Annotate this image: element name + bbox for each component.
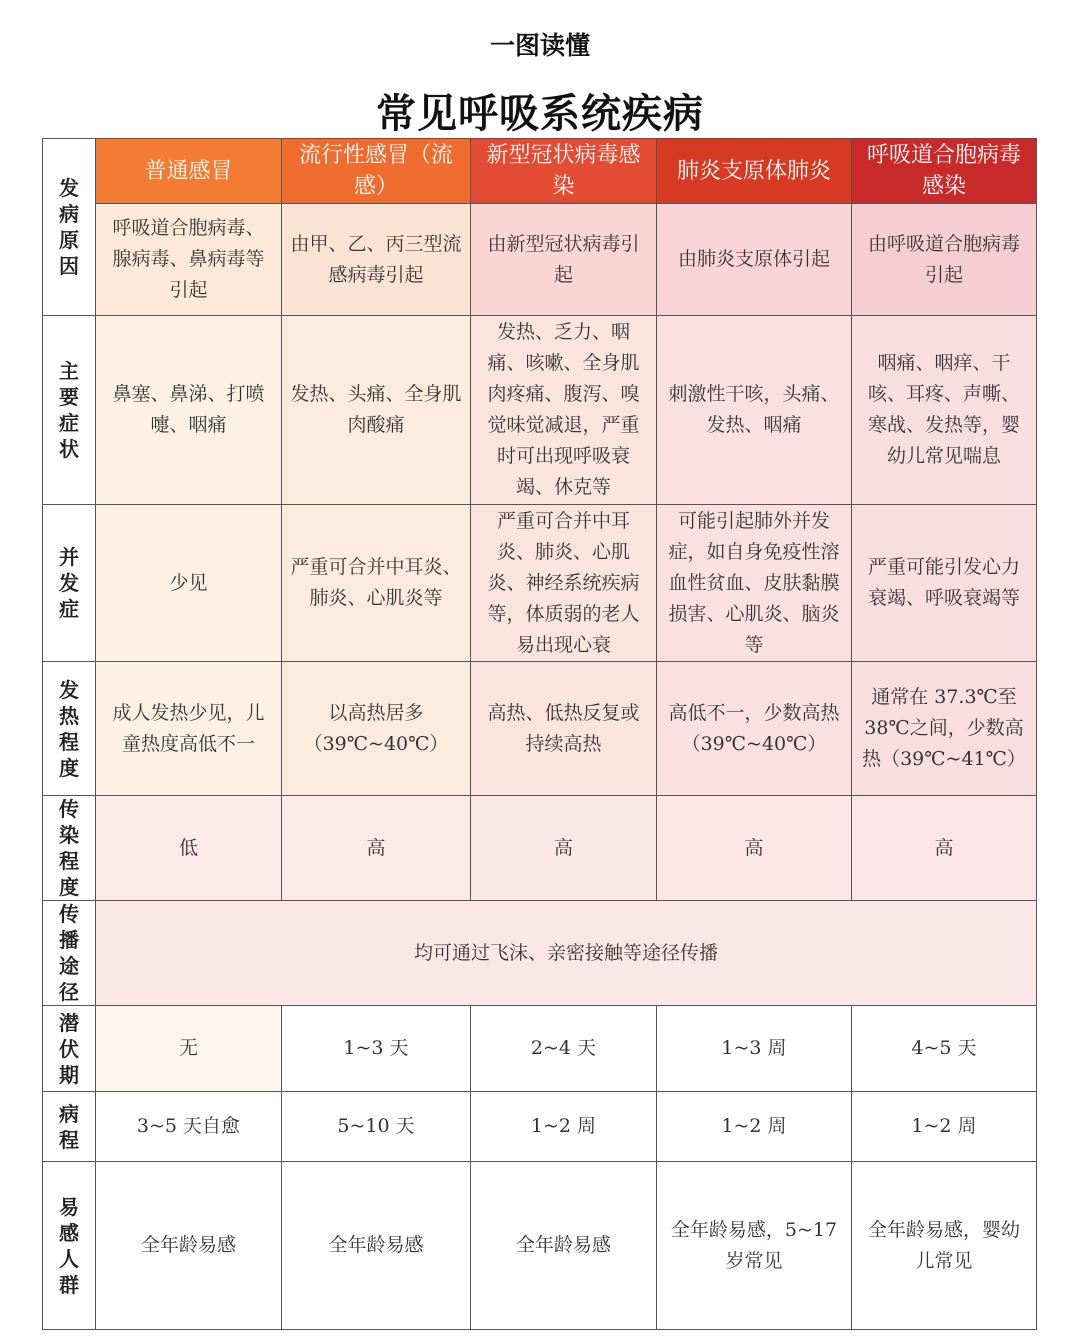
row-transmission [43,901,1037,1006]
row-fever [43,662,1037,796]
table-cell: 严重可合并中耳炎、肺炎、心肌炎等 [282,505,471,662]
row-label-course: 病程 [43,1092,96,1162]
subtitle: 一图读懂 [489,31,590,60]
page-title: 常见呼吸系统疾病 [376,91,704,137]
table-cell: 刺激性干咳，头痛、发热、咽痛 [657,316,852,505]
table-cell: 全年龄易感 [282,1162,471,1330]
row-label-fever: 发热程度 [43,662,96,796]
table-cell: 高 [282,796,471,901]
table-cell: 低 [96,796,282,901]
table-cell: 高热、低热反复或持续高热 [471,662,657,796]
transmission-cell: 均可通过飞沫、亲密接触等途径传播 [96,901,1037,1006]
row-label-susceptible: 易感人群 [43,1162,96,1330]
table-cell: 高 [852,796,1037,901]
row-cause [43,204,1037,316]
table-cell: 由肺炎支原体引起 [657,204,852,316]
table-cell: 5~10 天 [282,1092,471,1162]
table-cell: 3~5 天自愈 [96,1092,282,1162]
table-cell: 发热、乏力、咽痛、咳嗽、全身肌肉疼痛、腹泻、嗅觉味觉减退，严重时可出现呼吸衰竭、休克等 [471,316,657,505]
table-cell: 2~4 天 [471,1006,657,1092]
table-cell: 呼吸道合胞病毒、腺病毒、鼻病毒等引起 [96,204,282,316]
table-cell: 高低不一，少数高热（39℃~40℃） [657,662,852,796]
row-susceptible [43,1162,1037,1330]
table-cell: 全年龄易感 [96,1162,282,1330]
header-cell: 肺炎支原体肺炎 [657,139,852,204]
table-cell: 全年龄易感 [471,1162,657,1330]
table-cell: 高 [471,796,657,901]
row-course [43,1092,1037,1162]
row-complications [43,505,1037,662]
header-cell: 呼吸道合胞病毒感染 [852,139,1037,204]
table-cell: 1~3 周 [657,1006,852,1092]
table-cell: 4~5 天 [852,1006,1037,1092]
table-cell: 可能引起肺外并发症，如自身免疫性溶血性贫血、皮肤黏膜损害、心肌炎、脑炎等 [657,505,852,662]
row-label-cause: 发病原因 [43,139,96,316]
table-cell: 发热、头痛、全身肌肉酸痛 [282,316,471,505]
table-cell: 1~2 周 [852,1092,1037,1162]
table-cell: 咽痛、咽痒、干咳、耳疼、声嘶、寒战、发热等，婴幼儿常见喘息 [852,316,1037,505]
table-cell: 1~3 天 [282,1006,471,1092]
row-incubation [43,1006,1037,1092]
header-cell: 新型冠状病毒感染 [471,139,657,204]
table-cell: 无 [96,1006,282,1092]
row-label-incubation: 潜伏期 [43,1006,96,1092]
comparison-table [42,138,1037,1330]
header-cell: 流行性感冒（流感） [282,139,471,204]
table-cell: 严重可能引发心力衰竭、呼吸衰竭等 [852,505,1037,662]
table-cell: 成人发热少见，儿童热度高低不一 [96,662,282,796]
table-cell: 由呼吸道合胞病毒引起 [852,204,1037,316]
table-cell: 1~2 周 [471,1092,657,1162]
row-label-complications: 并发症 [43,505,96,662]
table-cell: 通常在 37.3℃至38℃之间，少数高热（39℃~41℃） [852,662,1037,796]
header-row [43,139,1037,204]
row-label-symptoms: 主要症状 [43,316,96,505]
table-cell: 1~2 周 [657,1092,852,1162]
row-label-transmission: 传播途径 [43,901,96,1006]
table-cell: 全年龄易感，婴幼儿常见 [852,1162,1037,1330]
table-cell: 全年龄易感，5~17 岁常见 [657,1162,852,1330]
header-cell: 普通感冒 [96,139,282,204]
row-label-infectivity: 传染程度 [43,796,96,901]
table-cell: 由甲、乙、丙三型流感病毒引起 [282,204,471,316]
table-cell: 高 [657,796,852,901]
row-symptoms [43,316,1037,505]
table-cell: 由新型冠状病毒引起 [471,204,657,316]
table-cell: 少见 [96,505,282,662]
table-cell: 鼻塞、鼻涕、打喷嚏、咽痛 [96,316,282,505]
row-infectivity [43,796,1037,901]
table-cell: 严重可合并中耳炎、肺炎、心肌炎、神经系统疾病等，体质弱的老人易出现心衰 [471,505,657,662]
table-cell: 以高热居多（39℃~40℃） [282,662,471,796]
